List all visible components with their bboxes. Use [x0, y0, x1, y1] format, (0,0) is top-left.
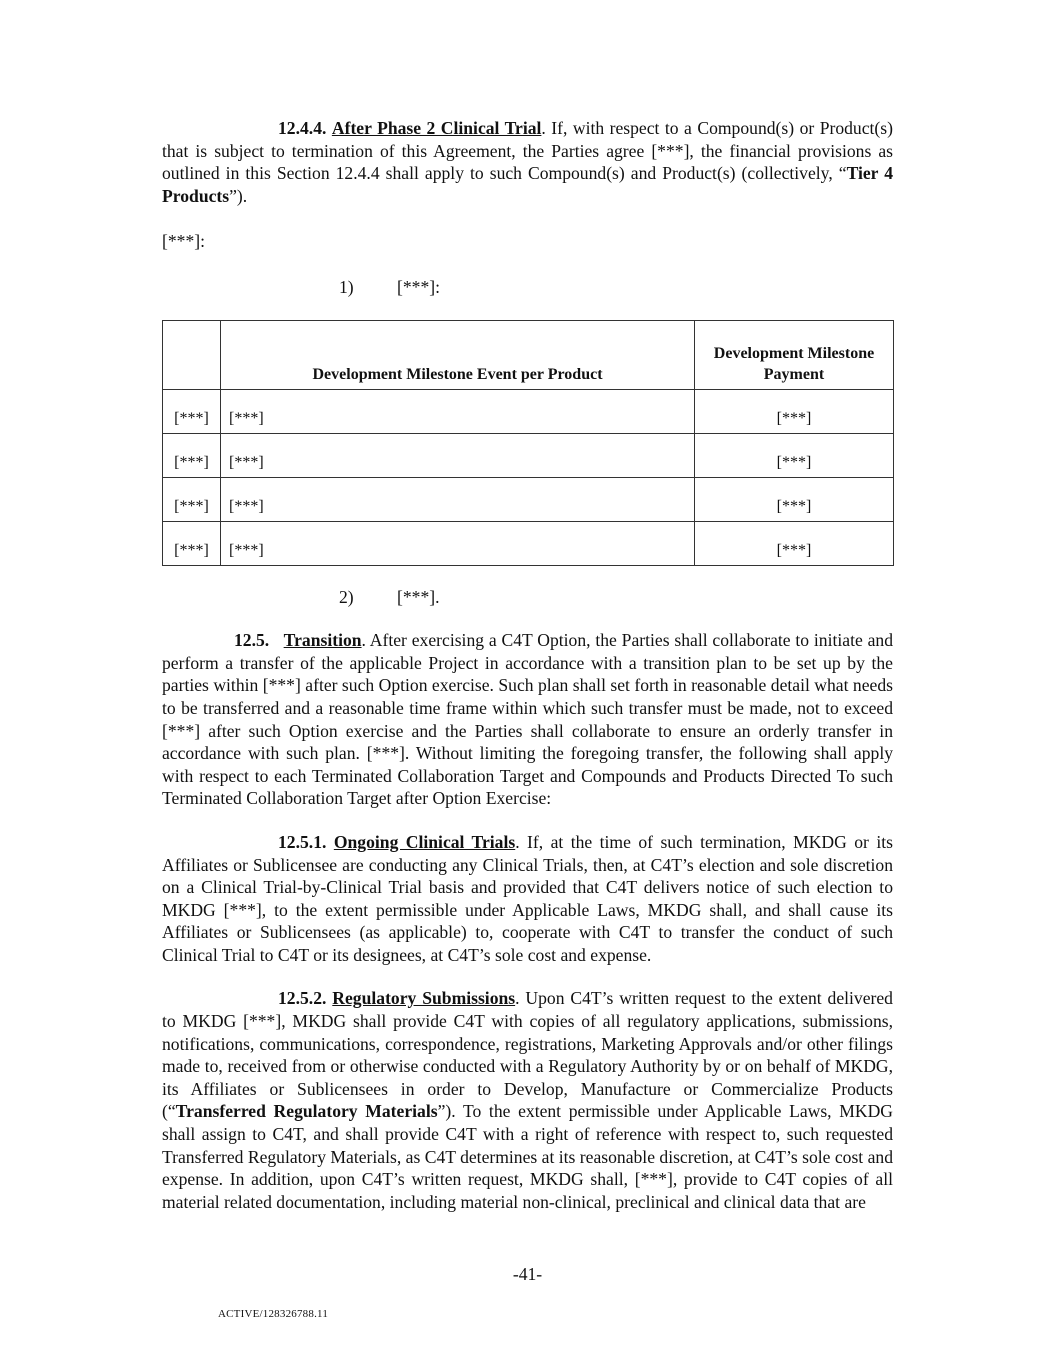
- section-12-5-1: [162, 831, 893, 967]
- table-cell: [***]: [163, 389, 221, 433]
- section-text: . If, at the time of such termination, MKDG or its Affiliates or Sublicensee are conducting any Clinical Trials, then, at C4T’s election and sole discretion on a Clinical Trial-by-Clinical Trial basis and provided that C4T delivers notice of such election to MKDG [***], to the extent permissible under Applicable Laws, MKDG shall, and shall cause its Affiliates or Sublicensees (as applicable) to, cooperate with C4T to transfer the conduct of such Clinical Trial to C4T or its designees, at C4T’s sole cost and expense.: [162, 831, 893, 965]
- list-text: [***].: [397, 586, 440, 607]
- table-cell: [***]: [163, 477, 221, 521]
- section-heading: Regulatory Submissions: [332, 988, 516, 1009]
- section-12-4-4: [162, 117, 893, 207]
- section-text: . If, with respect to a Compound(s) or Product(s) that is subject to termination of this Agreement, the Parties agree [***], the financial provisions as outlined in this Section 12.4.4 shall apply to such Compound(s) and Product(s) (collectively, “: [162, 118, 893, 184]
- table-cell: [***]: [695, 389, 894, 433]
- table-row: [163, 521, 894, 565]
- table-cell: [***]: [695, 477, 894, 521]
- section-heading: Ongoing Clinical Trials: [333, 831, 516, 852]
- defined-term: Tier 4 Products: [162, 163, 893, 206]
- section-number: 12.5.: [234, 630, 270, 651]
- table-cell: [***]: [163, 433, 221, 477]
- table-row: [163, 433, 894, 477]
- list-item-1: [162, 276, 893, 299]
- list-number: 1): [339, 276, 354, 297]
- section-text: . After exercising a C4T Option, the Parties shall collaborate to initiate and perform a transfer of the applicable Project in accordance with a transition plan to be set up by the parties within [***] after such Option exercise. Such plan shall set forth in reasonable detail what needs to be transferred and a reasonable time frame within which such transfer must be made, not to exceed [***] after such Option exercise and the Parties shall collaborate to ensure an orderly transfer in accordance with such plan. [***]. Without limiting the foregoing transfer, the following shall apply with respect to each Terminated Collaboration Target and Compounds and Products Directed To such Terminated Collaboration Target after Option Exercise:: [162, 630, 893, 809]
- section-number: 12.5.1.: [278, 831, 327, 852]
- redacted-intro: [***]:: [162, 231, 205, 252]
- document-body: [162, 117, 893, 1213]
- section-heading: Transition: [283, 630, 362, 651]
- table-header-row: [163, 320, 894, 389]
- defined-term: Transferred Regulatory Materials: [175, 1101, 438, 1122]
- table-cell: [***]: [221, 477, 695, 521]
- section-12-5-2: [162, 987, 893, 1213]
- section-12-5: [162, 629, 893, 810]
- section-heading: After Phase 2 Clinical Trial: [331, 118, 542, 138]
- section-text-end: ”).: [229, 185, 248, 206]
- table-header-index: [163, 320, 221, 389]
- milestone-table: [162, 320, 894, 566]
- list-item-2: [162, 586, 893, 609]
- table-cell: [***]: [221, 389, 695, 433]
- section-text-end: ”). To the extent permissible under Applicable Laws, MKDG shall assign to C4T, and shall provide C4T with a right of reference with respect to, such requested Transferred Regulatory Materials, as C4T determines at its reasonable discretion, at C4T’s sole cost and expense. In addition, upon C4T’s written request, MKDG shall, [***], provide to C4T copies of all material related documentation, including material non-clinical, preclinical and clinical data that are: [162, 1101, 894, 1212]
- table-cell: [***]: [221, 433, 695, 477]
- table-header-event: Development Milestone Event per Product: [221, 320, 695, 389]
- section-text: . Upon C4T’s written request to the extent delivered to MKDG [***], MKDG shall provide C4T with copies of all regulatory applications, submissions, notifications, communications, correspondence, registrations, Marketing Approvals and/or other filings made to, received from or otherwise conducted with a Regulatory Authority by or on behalf of MKDG, its Affiliates or Sublicensees in order to Develop, Manufacture or Commercialize Products (“: [162, 988, 893, 1122]
- list-number: 2): [339, 586, 354, 607]
- document-id: ACTIVE/128326788.11: [218, 1308, 329, 1320]
- table-cell: [***]: [695, 433, 894, 477]
- page-number: -41-: [512, 1264, 543, 1284]
- table-header-payment: Development Milestone Payment: [695, 320, 894, 389]
- list-text: [***]:: [397, 276, 440, 297]
- section-number: 12.5.2.: [278, 988, 327, 1009]
- table-row: [163, 477, 894, 521]
- section-number: 12.4.4.: [278, 118, 327, 138]
- table-cell: [***]: [695, 521, 894, 565]
- table-row: [163, 389, 894, 433]
- table-cell: [***]: [163, 521, 221, 565]
- table-cell: [***]: [221, 521, 695, 565]
